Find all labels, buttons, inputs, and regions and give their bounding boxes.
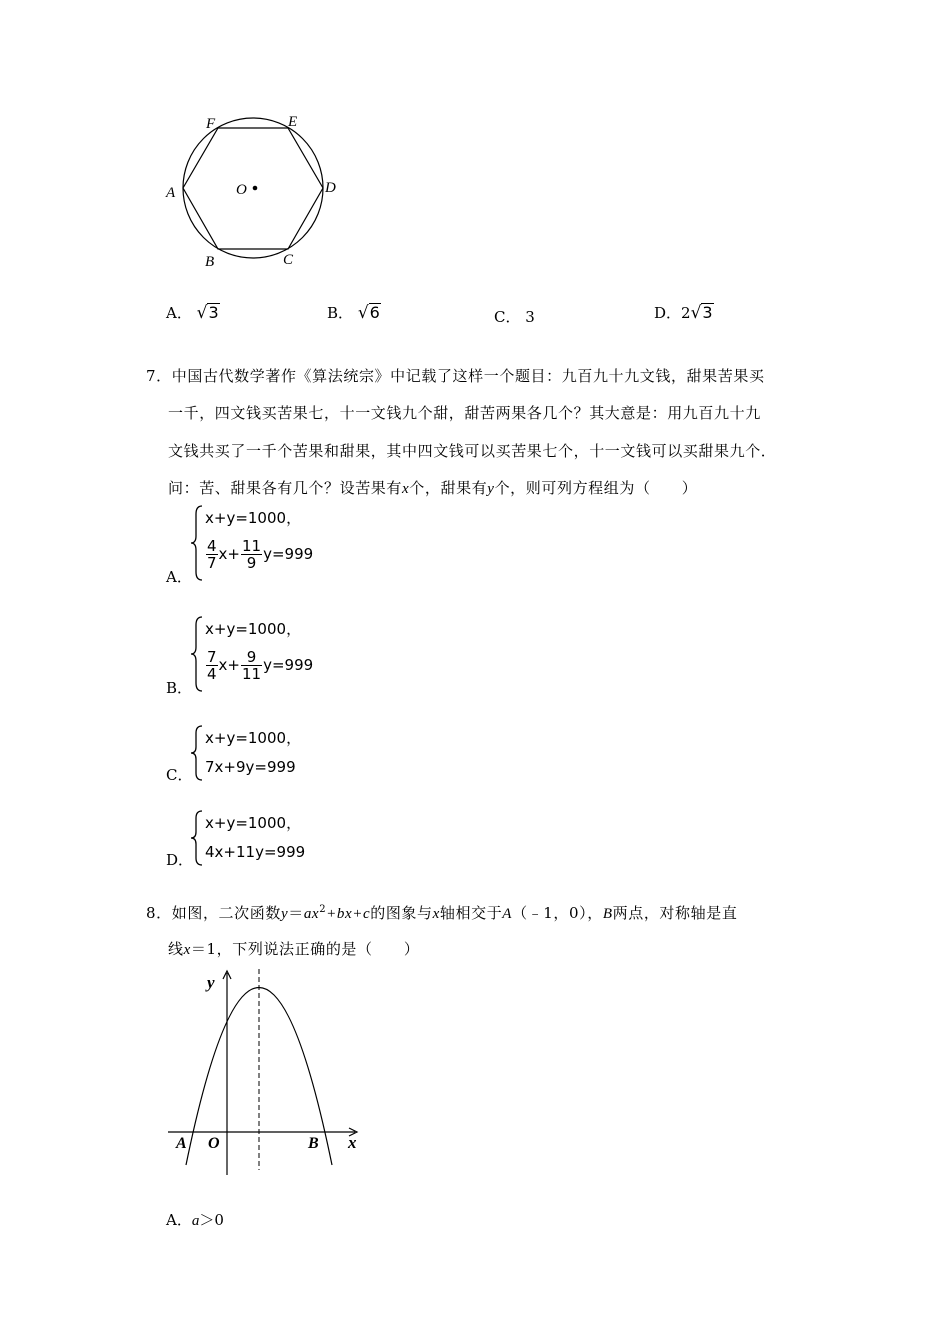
q7-option-d-system[interactable]: x+y=1000， 4x+11y=999 (190, 809, 330, 867)
left-brace (190, 504, 204, 582)
q8-line-2: 线x＝1，下列说法正确的是（ ） (168, 940, 420, 958)
q7-option-d-label[interactable]: D． (166, 851, 194, 869)
label-B: B (308, 1135, 319, 1152)
q7-option-a-system[interactable]: x+y=1000， $\frac{4}{7}$ x+ $\frac{11}{9}$ y=999 (190, 504, 330, 582)
label-x: x (348, 1133, 357, 1152)
left-brace (190, 615, 204, 693)
question-number: 7． (146, 367, 172, 385)
q6-option-d[interactable]: D．2√3 (654, 303, 713, 323)
parabola-graph (160, 965, 370, 1180)
label-B: B (205, 254, 215, 270)
q7-line-3: 文钱共买了一千个苦果和甜果，其中四文钱可以买苦果七个，十一文钱可以买甜果九个． (168, 442, 777, 460)
q7-option-a-label[interactable]: A． (166, 568, 192, 586)
q7-option-c-system[interactable]: x+y=1000， 7x+9y=999 (190, 724, 330, 782)
label-O: O (208, 1135, 220, 1152)
q7-option-c-label[interactable]: C． (166, 766, 193, 784)
sqrt-expression: √3 (196, 303, 219, 323)
sqrt-expression: √3 (690, 303, 713, 323)
label-y: y (207, 973, 215, 992)
q7-line-4: 问：苦、甜果各有几个？设苦果有x个，甜果有y个，则可列方程组为（ ） (168, 479, 698, 497)
label-C: C (283, 252, 294, 268)
q8-option-a[interactable]: A．a＞0 (166, 1211, 224, 1229)
fraction: $\frac{9}{11}$ (242, 648, 262, 683)
left-brace (190, 809, 204, 867)
sqrt-expression: √6 (357, 303, 380, 323)
q7-line-1: 7．中国古代数学著作《算法统宗》中记载了这样一个题目：九百九十九文钱，甜果苦果买 (146, 367, 765, 385)
label-F: F (206, 116, 216, 132)
q7-line-2: 一千，四文钱买苦果七，十一文钱九个甜，甜苦两果各几个？其大意是：用九百九十九 (168, 404, 761, 422)
fraction: $\frac{11}{9}$ (242, 537, 262, 572)
q7-option-b-system[interactable]: x+y=1000， $\frac{7}{4}$ x+ $\frac{9}{11}$ y=999 (190, 615, 330, 693)
q6-option-c[interactable]: C． 3 (494, 308, 535, 326)
question-number: 8． (146, 904, 172, 922)
label-E: E (288, 114, 298, 130)
left-brace (190, 724, 204, 782)
q7-option-b-label[interactable]: B． (166, 679, 193, 697)
label-O: O (236, 182, 247, 198)
q8-line-1: 8．如图，二次函数$y=ax^2+bx+c$的图象与x轴相交于A（﹣1，0），B两点，对称轴是直 (146, 904, 738, 922)
hexagon-circle-figure (160, 110, 360, 275)
fraction: $\frac{7}{4}$ (207, 648, 217, 683)
center-point (253, 186, 258, 191)
q6-option-a[interactable]: A． √3 (166, 303, 219, 323)
label-A: A (176, 1135, 187, 1152)
fraction: $\frac{4}{7}$ (207, 537, 217, 572)
label-A: A (166, 185, 176, 201)
q6-option-b[interactable]: B． √6 (327, 303, 380, 323)
label-D: D (325, 180, 336, 196)
